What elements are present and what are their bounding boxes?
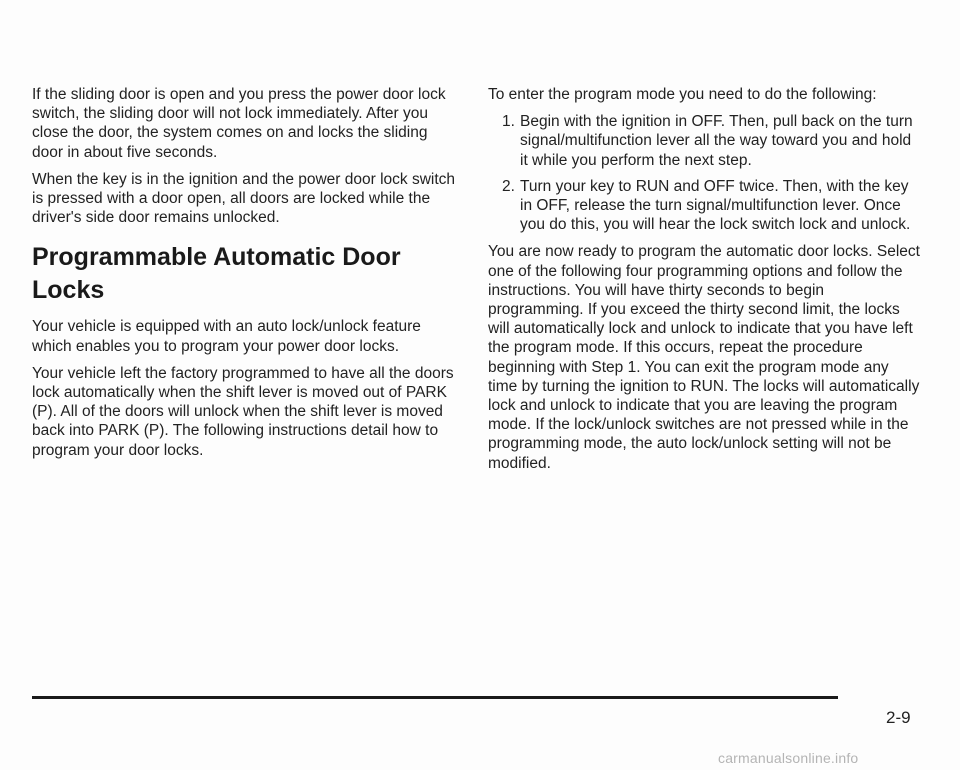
footer-rule	[32, 696, 838, 699]
program-step-1	[488, 112, 920, 170]
program-steps-list	[488, 112, 920, 234]
left-column	[32, 85, 462, 468]
step-number: 1.	[502, 113, 515, 131]
sliding-door-paragraph: If the sliding door is open and you press the power door lock switch, the sliding door will not lock immediately. After you close the door, the system comes on and locks the sliding door in about five seconds.	[32, 86, 446, 161]
step-text: Turn your key to RUN and OFF twice. Then, with the key in OFF, release the turn signal/multifunction lever. Once you do this, you will hear the lock switch lock and unlock.	[520, 177, 911, 234]
key-in-ignition-paragraph: When the key is in the ignition and the power door lock switch is pressed with a door open, all doors are locked while the driver's side door remains unlocked.	[32, 170, 456, 227]
step-text: Begin with the ignition in OFF. Then, pull back on the turn signal/multifunction lever all the way toward you and hold it while you perform the next step.	[520, 113, 913, 169]
right-column	[488, 85, 920, 481]
watermark: carmanualsonline.info	[718, 750, 859, 766]
program-mode-intro: To enter the program mode you need to do the following:	[488, 86, 877, 103]
programming-instructions-paragraph: You are now ready to program the automatic door locks. Select one of the following four programming options and follow the instructions. You will have thirty seconds to begin programming. If you exceed the thirty second limit, the locks will automatically lock and unlock to indicate that you have left the program mode. If this occurs, repeat the procedure beginning with Step 1. You can exit the program mode any time by turning the ignition to RUN. The locks will automatically lock and unlock to indicate that you are leaving the program mode. If the lock/unlock switches are not pressed while in the programming mode, the auto lock/unlock setting will not be modified.	[488, 243, 920, 472]
factory-programming-paragraph: Your vehicle left the factory programmed to have all the doors lock automatically when the shift lever is moved out of PARK (P). All of the doors will unlock when the shift lever is moved back into PARK (P). The following instructions detail how to program your door locks.	[32, 364, 454, 459]
step-number: 2.	[502, 177, 515, 195]
section-heading: Programmable Automatic Door Locks	[32, 243, 401, 305]
auto-lock-feature-paragraph: Your vehicle is equipped with an auto lock/unlock feature which enables you to program your power door locks.	[32, 318, 421, 355]
page-number: 2-9	[886, 708, 911, 727]
program-step-2	[488, 177, 920, 235]
